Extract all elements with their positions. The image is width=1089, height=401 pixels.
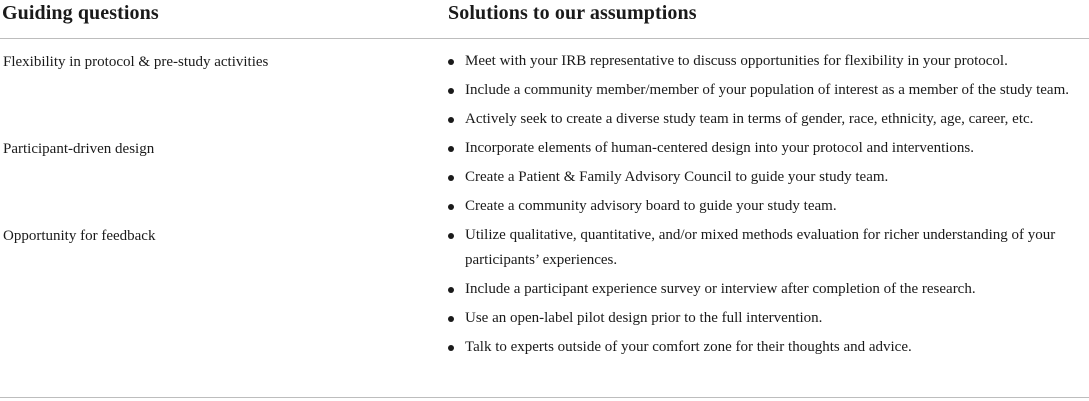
table-row xyxy=(0,223,1089,360)
solutions-list xyxy=(447,223,1087,360)
solution-text: Meet with your IRB representative to discuss opportunities for flexibility in your protocol. xyxy=(465,53,1008,69)
solution-text: Use an open-label pilot design prior to the full intervention. xyxy=(465,310,823,326)
bullet-icon xyxy=(448,88,454,94)
table-row xyxy=(0,136,1089,219)
guiding-question: Opportunity for feedback xyxy=(3,228,156,244)
solution-item xyxy=(447,78,1087,103)
solution-item xyxy=(447,49,1087,74)
bullet-icon xyxy=(448,175,454,181)
header-guiding-questions: Guiding questions xyxy=(2,2,159,24)
solutions-cell xyxy=(447,136,1087,219)
table-header xyxy=(0,0,1089,39)
solution-text: Include a participant experience survey or interview after completion of the research. xyxy=(465,281,976,297)
header-solutions: Solutions to our assumptions xyxy=(448,2,697,24)
bullet-icon xyxy=(448,117,454,123)
bullet-icon xyxy=(448,59,454,65)
solution-text: Include a community member/member of your population of interest as a member of the study team. xyxy=(465,82,1069,98)
solution-item xyxy=(447,107,1087,132)
solution-item xyxy=(447,194,1087,219)
table-body xyxy=(0,39,1089,360)
bullet-icon xyxy=(448,345,454,351)
table-row xyxy=(0,49,1089,132)
solution-item xyxy=(447,277,1087,302)
solution-item xyxy=(447,165,1087,190)
solution-item xyxy=(447,136,1087,161)
solution-text: Create a Patient & Family Advisory Council to guide your study team. xyxy=(465,169,889,185)
bullet-icon xyxy=(448,287,454,293)
solution-text: Utilize qualitative, quantitative, and/or mixed methods evaluation for richer understanding of your participants’ experiences. xyxy=(465,227,1056,268)
solution-text: Incorporate elements of human-centered design into your protocol and interventions. xyxy=(465,140,975,156)
solution-text: Create a community advisory board to guide your study team. xyxy=(465,198,837,214)
guiding-question: Flexibility in protocol & pre-study activities xyxy=(3,54,269,70)
bottom-rule xyxy=(0,397,1089,398)
bullet-icon xyxy=(448,233,454,239)
solutions-list xyxy=(447,136,1087,219)
solutions-cell xyxy=(447,223,1087,360)
bullet-icon xyxy=(448,316,454,322)
solution-text: Actively seek to create a diverse study team in terms of gender, race, ethnicity, age, career, etc. xyxy=(465,111,1034,127)
solutions-list xyxy=(447,49,1087,132)
solution-item xyxy=(447,335,1087,360)
bullet-icon xyxy=(448,204,454,210)
solution-item xyxy=(447,306,1087,331)
bullet-icon xyxy=(448,146,454,152)
solution-item xyxy=(447,223,1087,273)
guiding-question: Participant-driven design xyxy=(3,141,155,157)
solution-text: Talk to experts outside of your comfort zone for their thoughts and advice. xyxy=(465,339,912,355)
solutions-cell xyxy=(447,49,1087,132)
